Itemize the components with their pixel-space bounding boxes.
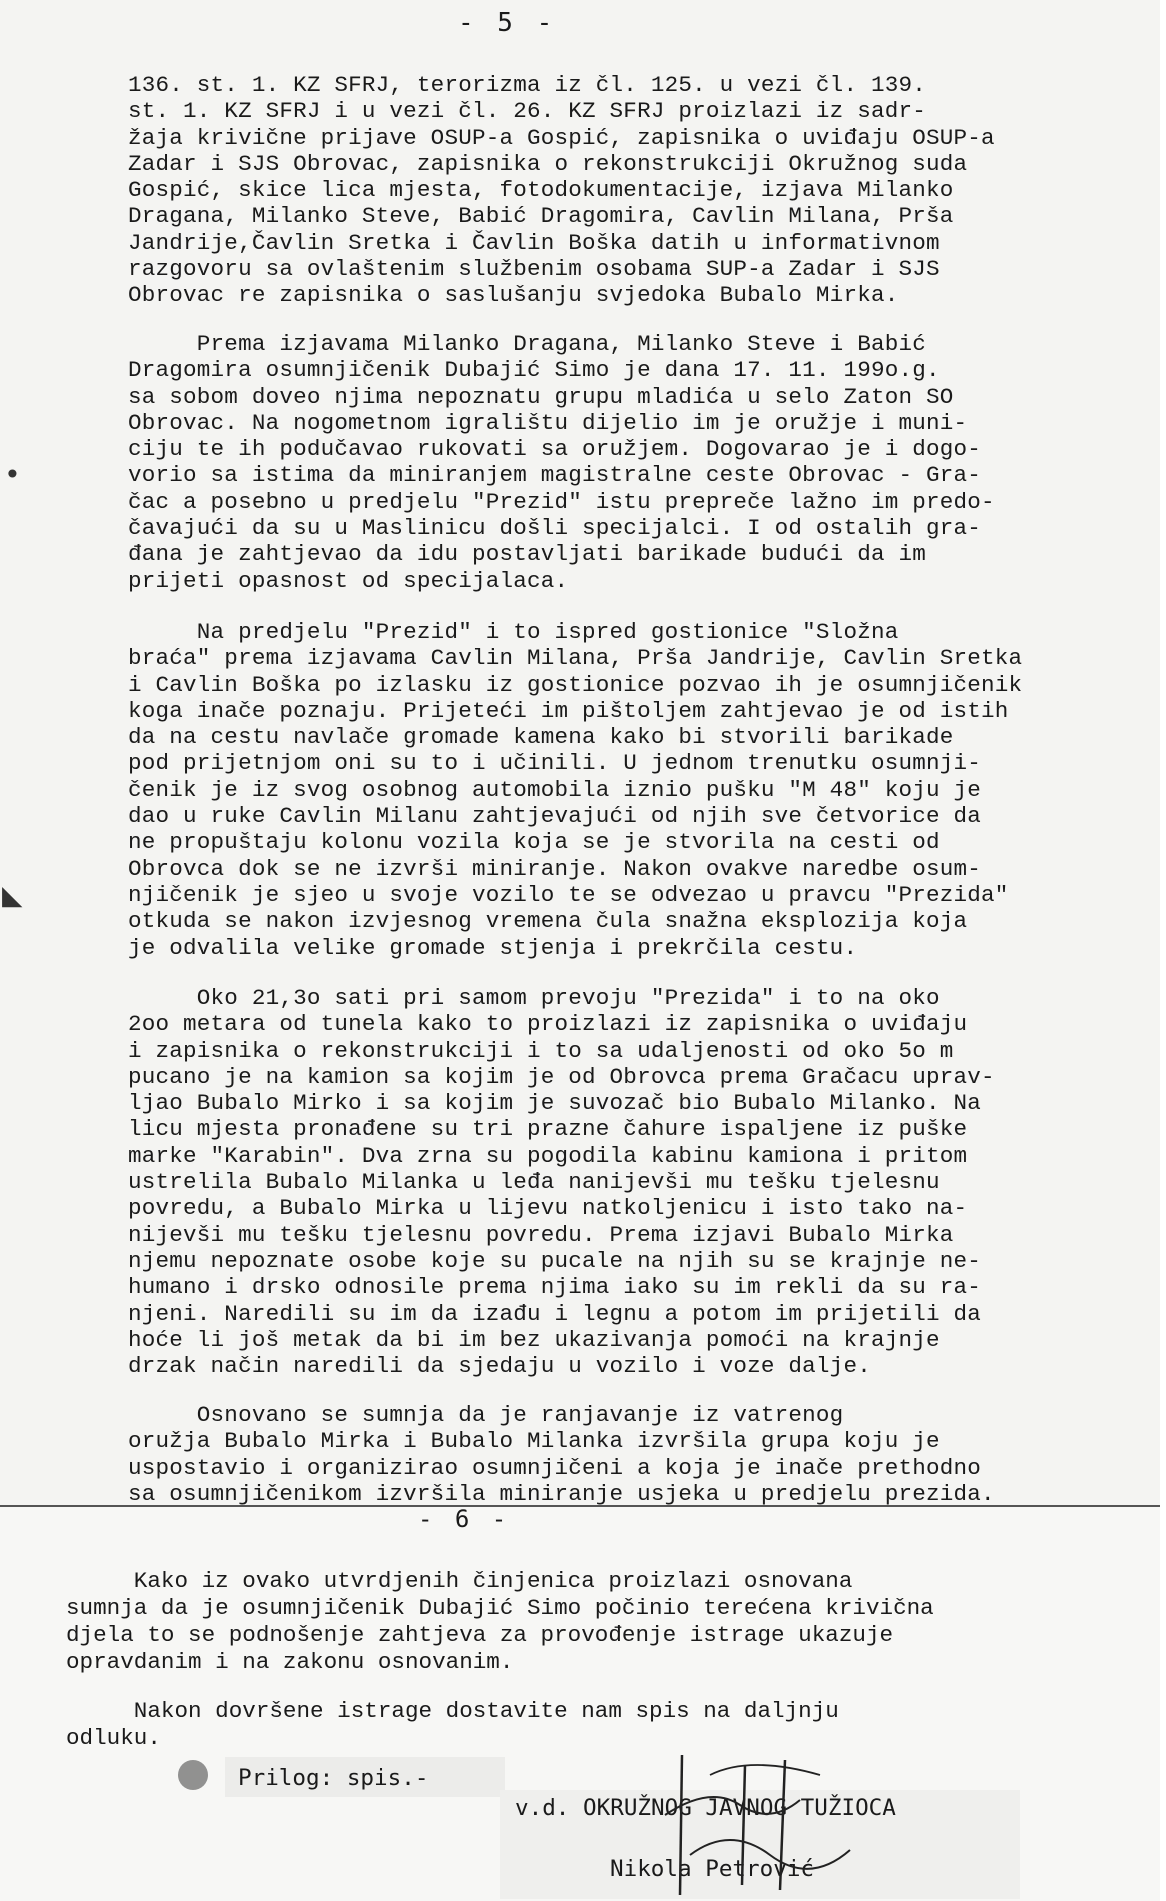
text-line: Gospić, skice lica mjesta, fotodokumentacije, izjava Milanko xyxy=(128,177,954,204)
text-line: njeni. Naredili su im da izađu i legnu a potom im prijetili da xyxy=(128,1300,982,1327)
text-line: žaja krivične prijave OSUP-a Gospić, zapisnika o uviđaju OSUP-a xyxy=(128,124,995,151)
handwritten-signature xyxy=(650,1745,870,1899)
text-line: povredu, a Bubalo Mirka u lijevu natkoljenicu i isto tako na- xyxy=(128,1195,968,1222)
text-line: đana je zahtjevao da idu postavljati barikade budući da im xyxy=(128,541,926,568)
punch-mark: • xyxy=(4,458,21,491)
page-number-bottom: - 6 - xyxy=(418,1505,511,1533)
text-line: i zapisnika o rekonstrukciji i to sa udaljenosti od oko 5o m xyxy=(128,1037,954,1064)
text-line: Na predjelu "Prezid" i to ispred gostionice "Složna xyxy=(128,619,899,645)
page-number-top: - 5 - xyxy=(458,8,557,38)
text-line: Zadar i SJS Obrovac, zapisnika o rekonstrukciji Okružnog suda xyxy=(128,150,968,177)
text-line: prijeti opasnost od specijalaca. xyxy=(128,567,569,594)
text-line: Oko 21,3o sati pri samom prevoju "Prezida" i to na oko xyxy=(128,985,940,1011)
text-line: ciju te ih podučavao rukovati sa oružjem. Dogovarao je i dogo- xyxy=(128,436,982,463)
attachment-label: Prilog: spis.- xyxy=(238,1765,429,1791)
text-line: oružja Bubalo Mirka i Bubalo Milanka izvršila grupa koju je xyxy=(128,1428,940,1455)
paragraph-2 xyxy=(128,331,1148,594)
text-line: djela to se podnošenje zahtjeva za provođenje istrage ukazuje xyxy=(66,1622,894,1648)
text-line: njičenik je sjeo u svoje vozilo te se odvezao u pravcu "Prezida" xyxy=(128,881,1009,908)
text-line: braća" prema izjavama Cavlin Milana, Prša Jandrije, Cavlin Sretka xyxy=(128,645,1023,672)
text-line: ljao Bubalo Mirko i sa kojim je suvozač bio Bubalo Milanko. Na xyxy=(128,1090,982,1117)
text-line: čavajući da su u Maslinicu došli specijalci. I od ostalih gra- xyxy=(128,515,982,542)
text-line: Obrovca dok se ne izvrši miniranje. Nakon ovakve naredbe osum- xyxy=(128,855,982,882)
text-line: pucano je na kamion sa kojim je od Obrovca prema Gračacu uprav- xyxy=(128,1063,995,1090)
text-line: 136. st. 1. KZ SFRJ, terorizma iz čl. 125. u vezi čl. 139. xyxy=(128,72,926,98)
text-line: humano i drsko odnosile prema njima iako su im rekli da su ra- xyxy=(128,1274,982,1301)
stamp-mark-icon xyxy=(178,1760,208,1790)
text-line: razgovoru sa ovlaštenim službenim osobama SUP-a Zadar i SJS xyxy=(128,256,940,283)
paragraph-7 xyxy=(66,1698,839,1752)
text-line: sa sobom doveo njima nepoznatu grupu mladića u selo Zaton SO xyxy=(128,383,954,410)
text-line: čac a posebno u predjelu "Prezid" istu prepreče lažno im predo- xyxy=(128,488,995,515)
text-line: Dragomira osumnjičenik Dubajić Simo je dana 17. 11. 199o.g. xyxy=(128,357,940,384)
punch-mark: ◣ xyxy=(2,875,23,915)
text-line: Dragana, Milanko Steve, Babić Dragomira, Cavlin Milana, Prša xyxy=(128,203,954,230)
text-line: Nakon dovršene istrage dostavite nam spis na daljnju xyxy=(66,1698,839,1724)
paragraph-4 xyxy=(128,985,1148,1379)
text-line: njemu nepoznate osobe koje su pucale na njih su se krajnje ne- xyxy=(128,1247,982,1274)
text-line: čenik je iz svog osobnog automobila iznio pušku "M 48" koju je xyxy=(128,776,982,803)
text-line: marke "Karabin". Dva zrna su pogodila kabinu kamiona i pritom xyxy=(128,1142,968,1169)
text-line: ne propuštaju kolonu vozila koja se je stvorila na cesti od xyxy=(128,829,940,856)
text-line: st. 1. KZ SFRJ i u vezi čl. 26. KZ SFRJ proizlazi iz sadr- xyxy=(128,98,926,125)
text-line: sa osumnjičenikom izvršila miniranje usjeka u predjelu prezida. xyxy=(128,1480,995,1507)
text-line: koga inače poznaju. Prijeteći im pištoljem zahtjevao je od istih xyxy=(128,697,1009,724)
text-line: Obrovac. Na nogometnom igralištu dijelio im je oružje i muni- xyxy=(128,409,968,436)
text-line: ustrelila Bubalo Milanka u leđa nanijevši mu tešku tjelesnu xyxy=(128,1169,940,1196)
paragraph-5 xyxy=(128,1402,1148,1507)
text-line: vorio sa istima da miniranjem magistralne ceste Obrovac - Gra- xyxy=(128,462,982,489)
signature-title: v.d. OKRUŽNOG JAVNOG TUŽIOCA xyxy=(515,1795,896,1821)
text-line: nijevši mu tešku tjelesnu povredu. Prema izjavi Bubalo Mirka xyxy=(128,1221,954,1248)
text-line: uspostavio i organizirao osumnjičeni a koja je inače prethodno xyxy=(128,1454,982,1481)
text-line: otkuda se nakon izvjesnog vremena čula snažna eksplozija koja xyxy=(128,908,968,935)
text-line: 2oo metara od tunela kako to proizlazi iz zapisnika o uviđaju xyxy=(128,1011,968,1038)
text-line: dao u ruke Cavlin Milanu zahtjevajući od njih sve četvorice da xyxy=(128,803,982,830)
text-line: licu mjesta pronađene su tri prazne čahure ispaljene iz puške xyxy=(128,1116,968,1143)
text-line: Jandrije,Čavlin Sretka i Čavlin Boška datih u informativnom xyxy=(128,229,940,256)
text-line: Osnovano se sumnja da je ranjavanje iz vatrenog xyxy=(128,1402,844,1428)
text-line: odluku. xyxy=(66,1725,161,1751)
text-line: Prema izjavama Milanko Dragana, Milanko Steve i Babić xyxy=(128,331,926,357)
text-line: je odvalila velike gromade stjenja i prekrčila cestu. xyxy=(128,934,858,961)
text-line: Obrovac re zapisnika o saslušanju svjedoka Bubalo Mirka. xyxy=(128,282,899,309)
paragraph-1 xyxy=(128,72,1148,309)
text-line: opravdanim i na zakonu osnovanim. xyxy=(66,1649,514,1675)
text-line: da na cestu navlače gromade kamena kako bi stvorili barikade xyxy=(128,724,954,751)
signature-name: Nikola Petrović xyxy=(610,1856,815,1882)
paragraph-3 xyxy=(128,619,1148,961)
paragraph-6 xyxy=(66,1568,934,1676)
text-line: i Cavlin Boška po izlasku iz gostionice pozvao ih je osumnjičenik xyxy=(128,671,1023,698)
text-line: Kako iz ovako utvrdjenih činjenica proizlazi osnovana xyxy=(66,1568,853,1594)
text-line: pod prijetnjom oni su to i učinili. U jednom trenutku osumnji- xyxy=(128,750,982,777)
text-line: drzak način naredili da sjedaju u vozilo i voze dalje. xyxy=(128,1353,871,1380)
text-line: sumnja da je osumnjičenik Dubajić Simo počinio terećena krivična xyxy=(66,1595,934,1621)
text-line: hoće li još metak da bi im bez ukazivanja pomoći na krajnje xyxy=(128,1326,940,1353)
